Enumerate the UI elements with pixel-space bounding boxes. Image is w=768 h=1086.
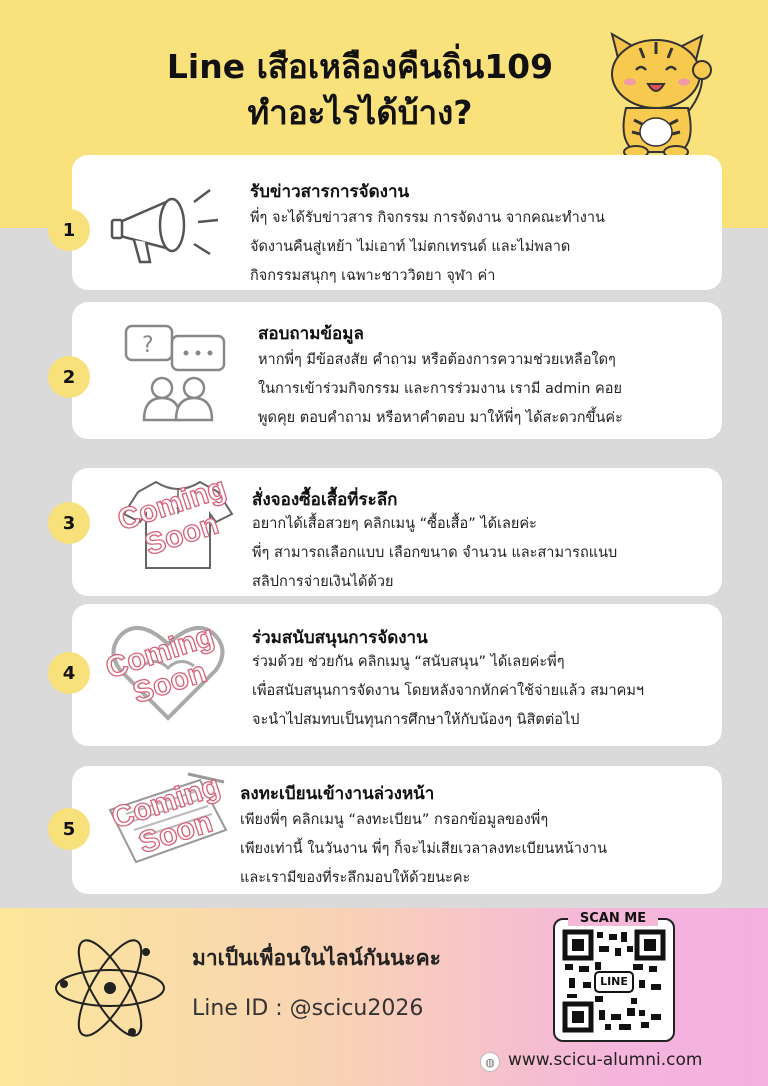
chat-people-icon xyxy=(122,322,232,426)
card-line: หากพี่ๆ มีข้อสงสัย คำถาม หรือต้องการความช่วยเหลือใดๆ xyxy=(258,352,616,368)
title-line-1: Line เสือเหลืองคืนถิ่น109 xyxy=(166,47,554,86)
coming-soon-stamp: Coming Soon xyxy=(101,619,219,711)
card-line: ร่วมด้วย ช่วยกัน คลิกเมนู “สนับสนุน” ได้เลยค่ะพี่ๆ xyxy=(252,654,565,670)
item-number: 4 xyxy=(48,652,90,694)
footer-title: มาเป็นเพื่อนในไลน์กันนะคะ xyxy=(192,946,441,970)
card-body xyxy=(252,648,644,735)
line-id: Line ID : @scicu2026 xyxy=(192,996,424,1021)
globe-icon: ◍ xyxy=(480,1052,500,1072)
card-line: พูดคุย ตอบคำถาม หรือหาคำตอบ มาให้พี่ๆ ได้สะดวกขึ้นค่ะ xyxy=(258,410,623,426)
title-line-2: ทำอะไรได้บ้าง? xyxy=(247,93,473,132)
item-number: 2 xyxy=(48,356,90,398)
item-number: 3 xyxy=(48,502,90,544)
card-line: ในการเข้าร่วมกิจกรรม และการร่วมงาน เรามี admin คอย xyxy=(258,381,622,397)
card-line: อยากได้เสื้อสวยๆ คลิกเมนู “ซื้อเสื้อ” ได้เลยค่ะ xyxy=(252,516,537,532)
card-title: สั่งจองซื้อเสื้อที่ระลึก xyxy=(252,490,398,510)
card-line: และเรามีของที่ระลึกมอบให้ด้วยนะคะ xyxy=(240,870,471,886)
card-line: จัดงานคืนสู่เหย้า ไม่เอาท์ ไม่ตกเทรนด์ และไม่พลาด xyxy=(250,239,571,255)
scan-me-label: SCAN ME xyxy=(568,911,658,926)
card-body xyxy=(252,510,617,597)
website-link[interactable]: www.scicu-alumni.com xyxy=(508,1050,703,1070)
card-line: สลิปการจ่ายเงินได้ด้วย xyxy=(252,574,394,590)
item-number: 5 xyxy=(48,808,90,850)
card-line: เพียงพี่ๆ คลิกเมนู “ลงทะเบียน” กรอกข้อมูลของพี่ๆ xyxy=(240,812,549,828)
coming-soon-stamp: Coming Soon xyxy=(107,769,225,861)
card-line: เพียงเท่านี้ ในวันงาน พี่ๆ ก็จะไม่เสียเวลาลงทะเบียนหน้างาน xyxy=(240,841,607,857)
qr-code[interactable] xyxy=(553,918,675,1042)
card-line: เพื่อสนับสนุนการจัดงาน โดยหลังจากหักค่าใช้จ่ายแล้ว สมาคมฯ xyxy=(252,683,645,699)
card-body xyxy=(258,346,623,433)
card-title: รับข่าวสารการจัดงาน xyxy=(250,182,410,202)
card-line: พี่ๆ จะได้รับข่าวสาร กิจกรรม การจัดงาน จากคณะทำงาน xyxy=(250,210,605,226)
coming-soon-stamp: Coming Soon xyxy=(113,471,231,563)
tiger-mascot-icon xyxy=(598,28,716,158)
card-line: กิจกรรมสนุกๆ เฉพาะชาววิดยา จุฬา ค่า xyxy=(250,268,496,284)
item-number: 1 xyxy=(48,209,90,251)
card-line: พี่ๆ สามารถเลือกแบบ เลือกขนาด จำนวน และสามารถแนบ xyxy=(252,545,618,561)
card-title: สอบถามข้อมูล xyxy=(258,324,364,344)
page-title xyxy=(110,44,610,136)
card-body xyxy=(250,204,605,291)
atom-icon xyxy=(50,928,170,1048)
card-title: ลงทะเบียนเข้างานล่วงหน้า xyxy=(240,784,435,804)
svg-text:?: ? xyxy=(142,333,154,358)
megaphone-icon xyxy=(110,178,222,268)
card-title: ร่วมสนับสนุนการจัดงาน xyxy=(252,628,428,648)
card-body xyxy=(240,806,607,893)
card-line: จะนำไปสมทบเป็นทุนการศึกษาให้กับน้องๆ นิสิตต่อไป xyxy=(252,712,580,728)
qr-line-label: LINE xyxy=(600,975,628,988)
